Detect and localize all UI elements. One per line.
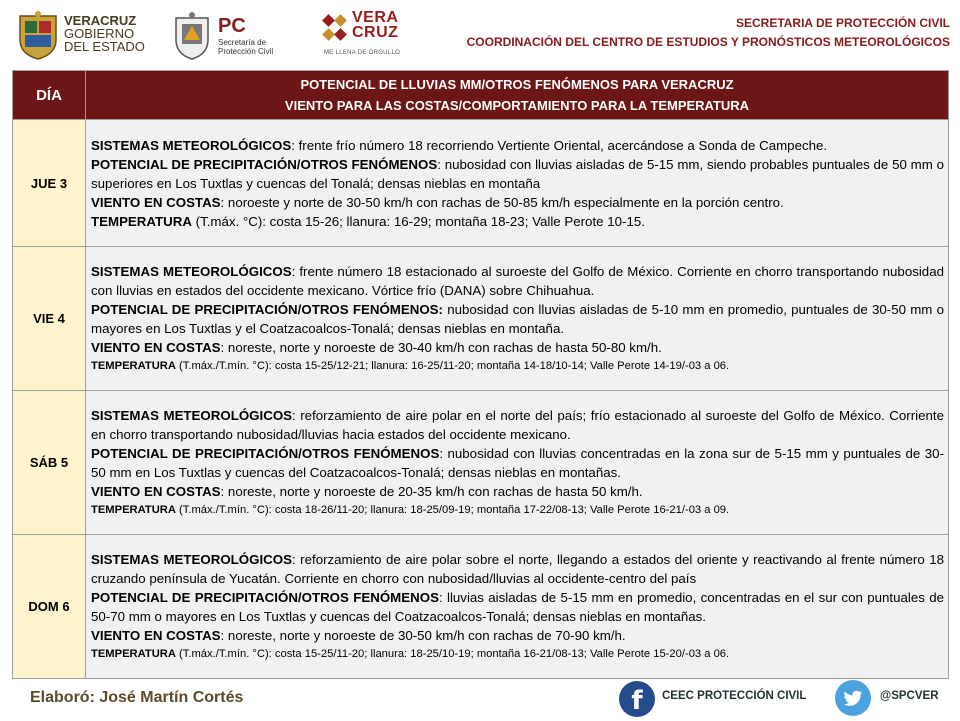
systems-text: : frente número 18 estacionado al suroeste del Golfo de México. Corriente en chorro transportando nubosidad con lluvias en estados del occidente mexicano. Vórtice frío (DANA) sobre Chihuahua. xyxy=(91,264,944,298)
agency-subtitle: COORDINACIÓN DEL CENTRO DE ESTUDIOS Y PRONÓSTICOS METEOROLÓGICOS xyxy=(466,35,950,49)
veracruz-brand-logo xyxy=(322,10,402,64)
systems-paragraph xyxy=(91,136,944,155)
wind-paragraph xyxy=(91,626,944,645)
wind-text: : noreste, norte y noroeste de 30-40 km/h con rachas de hasta 50-80 km/h. xyxy=(220,340,662,355)
temperature-paragraph xyxy=(91,645,944,664)
systems-text: : reforzamiento de aire polar sobre el norte, llegando a estados del oriente y reactivando al frente número 18 cruzando península de Yucatán. Corriente en chorro con nubosidad/lluvias al occidente-centro del país xyxy=(91,552,944,586)
facebook-link[interactable]: CEEC PROTECCIÓN CIVIL xyxy=(662,690,807,702)
precipitation-text: : lluvias aisladas de 5-15 mm en promedio, concentradas en el sur con puntuales de 50-70 mm o mayores en Los Tuxtlas y cuencas del Coatzacoalcos-Tonalá; densas nieblas en montañas. xyxy=(91,590,945,624)
page-footer xyxy=(0,680,960,720)
veracruz-logo-line1: VERACRUZ xyxy=(64,13,137,28)
veracruz-logo-line3: DEL ESTADO xyxy=(64,39,145,54)
column-header-day: DÍA xyxy=(13,71,86,120)
precipitation-text: nubosidad con lluvias aisladas de 5-10 mm en promedio, puntuales de 30-50 mm o mayores en Los Tuxtlas y el Coatzacoalcos-Tonalá; densas nieblas en montaña. xyxy=(91,302,944,336)
agency-title: SECRETARIA DE PROTECCIÓN CIVIL xyxy=(735,16,950,30)
day-label: SÁB 5 xyxy=(13,391,86,535)
day-label: DOM 6 xyxy=(13,535,86,679)
temperature-label: TEMPERATURA xyxy=(91,360,176,372)
wind-paragraph xyxy=(91,338,944,357)
temperature-paragraph xyxy=(91,501,944,520)
wind-text: : noreste, norte y noroeste de 30-50 km/h con rachas de 70-90 km/h. xyxy=(220,628,626,643)
forecast-description xyxy=(86,535,949,679)
page-header xyxy=(0,0,960,70)
twitter-bird-icon xyxy=(835,680,871,716)
precipitation-text: : nubosidad con lluvias concentradas en la zona sur de 5-15 mm y puntuales de 30-50 mm en Los Tuxtlas y cuencas del Coatzacoalcos-Tonalá; densas nieblas en montañas. xyxy=(91,446,944,480)
day-label: JUE 3 xyxy=(13,120,86,247)
wind-label: VIENTO EN COSTAS xyxy=(91,340,221,355)
precipitation-label: POTENCIAL DE PRECIPITACIÓN/OTROS FENÓMENOS xyxy=(91,157,438,172)
wind-paragraph xyxy=(91,482,944,501)
coat-of-arms-icon xyxy=(16,10,60,60)
twitter-icon[interactable] xyxy=(835,680,871,716)
pc-logo-line2: Protección Civil xyxy=(218,47,274,56)
forecast-table xyxy=(12,70,949,679)
veracruz-government-logo xyxy=(16,8,166,62)
systems-paragraph xyxy=(91,262,944,300)
precipitation-paragraph xyxy=(91,300,944,338)
wind-text: : noreste, norte y noroeste de 20-35 km/h con rachas de hasta 50 km/h. xyxy=(220,484,643,499)
temperature-text: (T.máx./T.mín. °C): costa 15-25/11-20; llanura: 18-25/10-19; montaña 16-21/08-13; Valle Perote 15-20/-03 a 06. xyxy=(175,648,730,660)
veracruz-motif-icon xyxy=(322,14,348,44)
forecast-description xyxy=(86,247,949,391)
temperature-text: (T.máx./T.mín. °C): costa 15-25/12-21; llanura: 16-25/11-20; montaña 14-18/10-14; Valle Perote 14-19/-03 a 06. xyxy=(175,360,730,372)
twitter-link[interactable]: @SPCVER xyxy=(880,690,939,702)
precipitation-label: POTENCIAL DE PRECIPITACIÓN/OTROS FENÓMENOS xyxy=(91,590,439,605)
precipitation-paragraph xyxy=(91,588,944,626)
wind-label: VIENTO EN COSTAS xyxy=(91,195,221,210)
pc-logo-line1: Secretaría de xyxy=(218,38,267,47)
wind-label: VIENTO EN COSTAS xyxy=(91,484,221,499)
precipitation-paragraph xyxy=(91,444,944,482)
forecast-description xyxy=(86,391,949,535)
systems-label: SISTEMAS METEOROLÓGICOS xyxy=(91,138,292,153)
temperature-text: (T.máx./T.mín. °C): costa 18-26/11-20; llanura: 18-25/09-19; montaña 17-22/08-13; Valle Perote 16-21/-03 a 09. xyxy=(175,504,730,516)
temperature-label: TEMPERATURA xyxy=(91,214,192,229)
precipitation-paragraph xyxy=(91,155,944,193)
pc-emblem-icon xyxy=(172,10,212,60)
facebook-icon[interactable]: f xyxy=(619,681,655,717)
temperature-paragraph xyxy=(91,357,944,376)
precipitation-label: POTENCIAL DE PRECIPITACIÓN/OTROS FENÓMENOS: xyxy=(91,302,443,317)
table-row xyxy=(13,120,949,247)
column-header-forecast xyxy=(86,71,949,120)
day-label: VIE 4 xyxy=(13,247,86,391)
precipitation-text: : nubosidad con lluvias aisladas de 5-15 mm, siendo probables puntuales de 50 mm o superiores en Los Tuxtlas y cuencas del Tonalá; densas nieblas en montaña xyxy=(91,157,944,191)
forecast-description xyxy=(86,120,949,247)
precipitation-label: POTENCIAL DE PRECIPITACIÓN/OTROS FENÓMENOS xyxy=(91,446,440,461)
temperature-text: (T.máx. °C): costa 15-26; llanura: 16-29; montaña 18-23; Valle Perote 10-15. xyxy=(191,214,645,229)
systems-paragraph xyxy=(91,406,944,444)
column-header-line2: VIENTO PARA LAS COSTAS/COMPORTAMIENTO PARA LA TEMPERATURA xyxy=(284,98,750,113)
table-row xyxy=(13,391,949,535)
table-row xyxy=(13,247,949,391)
temperature-label: TEMPERATURA xyxy=(91,648,176,660)
systems-label: SISTEMAS METEOROLÓGICOS xyxy=(91,552,292,567)
vera-logo-line1: VERA xyxy=(352,9,399,26)
proteccion-civil-logo xyxy=(172,8,292,62)
systems-paragraph xyxy=(91,550,944,588)
table-header-row xyxy=(13,71,949,120)
temperature-label: TEMPERATURA xyxy=(91,504,176,516)
systems-label: SISTEMAS METEOROLÓGICOS xyxy=(91,408,293,423)
vera-logo-tagline: ME LLENA DE ORGULLO xyxy=(324,50,401,56)
wind-paragraph xyxy=(91,193,944,212)
veracruz-logo-line2: GOBIERNO xyxy=(64,26,135,41)
systems-text: : frente frío número 18 recorriendo Vertiente Oriental, acercándose a Sonda de Campeche. xyxy=(291,138,828,153)
temperature-paragraph xyxy=(91,212,944,231)
pc-logo-text: PC xyxy=(218,15,246,37)
table-row xyxy=(13,535,949,679)
systems-text: : reforzamiento de aire polar en el norte del país; frío estacionado al suroeste del Golfo de México. Corriente en chorro transportando nubosidad/lluvias hacia estados del occidente mexicano. xyxy=(91,408,944,442)
author-credit: Elaboró: José Martín Cortés xyxy=(30,689,244,706)
column-header-line1: POTENCIAL DE LLUVIAS MM/OTROS FENÓMENOS PARA VERACRUZ xyxy=(300,77,734,92)
wind-label: VIENTO EN COSTAS xyxy=(91,628,221,643)
wind-text: : noroeste y norte de 30-50 km/h con rachas de 50-85 km/h especialmente en la porción centro. xyxy=(220,195,784,210)
vera-logo-line2: CRUZ xyxy=(352,24,399,41)
systems-label: SISTEMAS METEOROLÓGICOS xyxy=(91,264,292,279)
